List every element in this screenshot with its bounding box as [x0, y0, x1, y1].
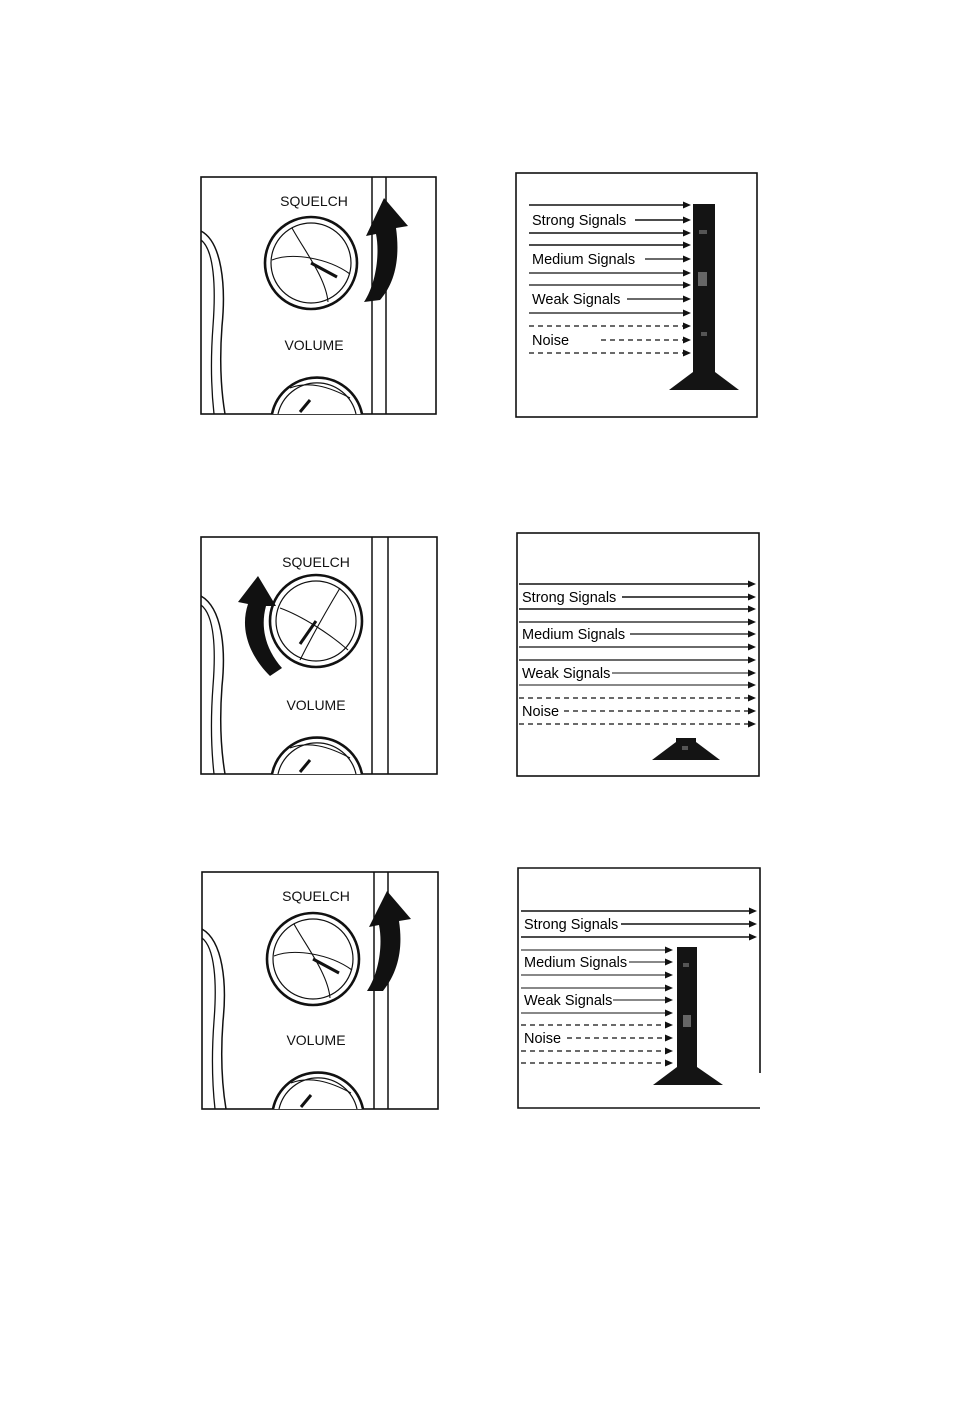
strong-signals-label: Strong Signals [524, 917, 619, 933]
signal-diagram-2 [516, 532, 761, 780]
volume-label: VOLUME [286, 697, 346, 713]
signal-panel-2 [516, 532, 761, 780]
noise-label: Noise [524, 1031, 562, 1047]
squelch-knob-icon[interactable] [265, 217, 357, 309]
noise-label: Noise [522, 704, 560, 720]
squelch-label: SQUELCH [280, 193, 348, 209]
weak-signals-label: Weak Signals [532, 292, 621, 308]
squelch-knob-icon[interactable] [270, 575, 362, 667]
strong-signals-label: Strong Signals [532, 213, 627, 229]
strong-signals-label: Strong Signals [522, 590, 617, 606]
signal-panel-3 [517, 867, 762, 1112]
squelch-label: SQUELCH [282, 888, 350, 904]
signal-diagram-3 [517, 867, 762, 1112]
volume-label: VOLUME [286, 1032, 346, 1048]
medium-signals-label: Medium Signals [524, 955, 628, 971]
radio-knob-illustration-3 [201, 871, 441, 1111]
knob-panel-3 [201, 871, 441, 1111]
medium-signals-label: Medium Signals [522, 627, 626, 643]
knob-panel-1 [200, 176, 440, 416]
weak-signals-label: Weak Signals [522, 666, 611, 682]
signal-panel-1 [515, 172, 760, 420]
weak-signals-label: Weak Signals [524, 993, 613, 1009]
radio-knob-illustration-2 [200, 536, 440, 776]
squelch-knob-icon[interactable] [267, 913, 359, 1005]
noise-label: Noise [532, 333, 570, 349]
medium-signals-label: Medium Signals [532, 252, 636, 268]
signal-diagram-1 [515, 172, 760, 420]
volume-label: VOLUME [284, 337, 344, 353]
knob-panel-2 [200, 536, 440, 776]
radio-knob-illustration-1 [200, 176, 440, 416]
squelch-label: SQUELCH [282, 554, 350, 570]
